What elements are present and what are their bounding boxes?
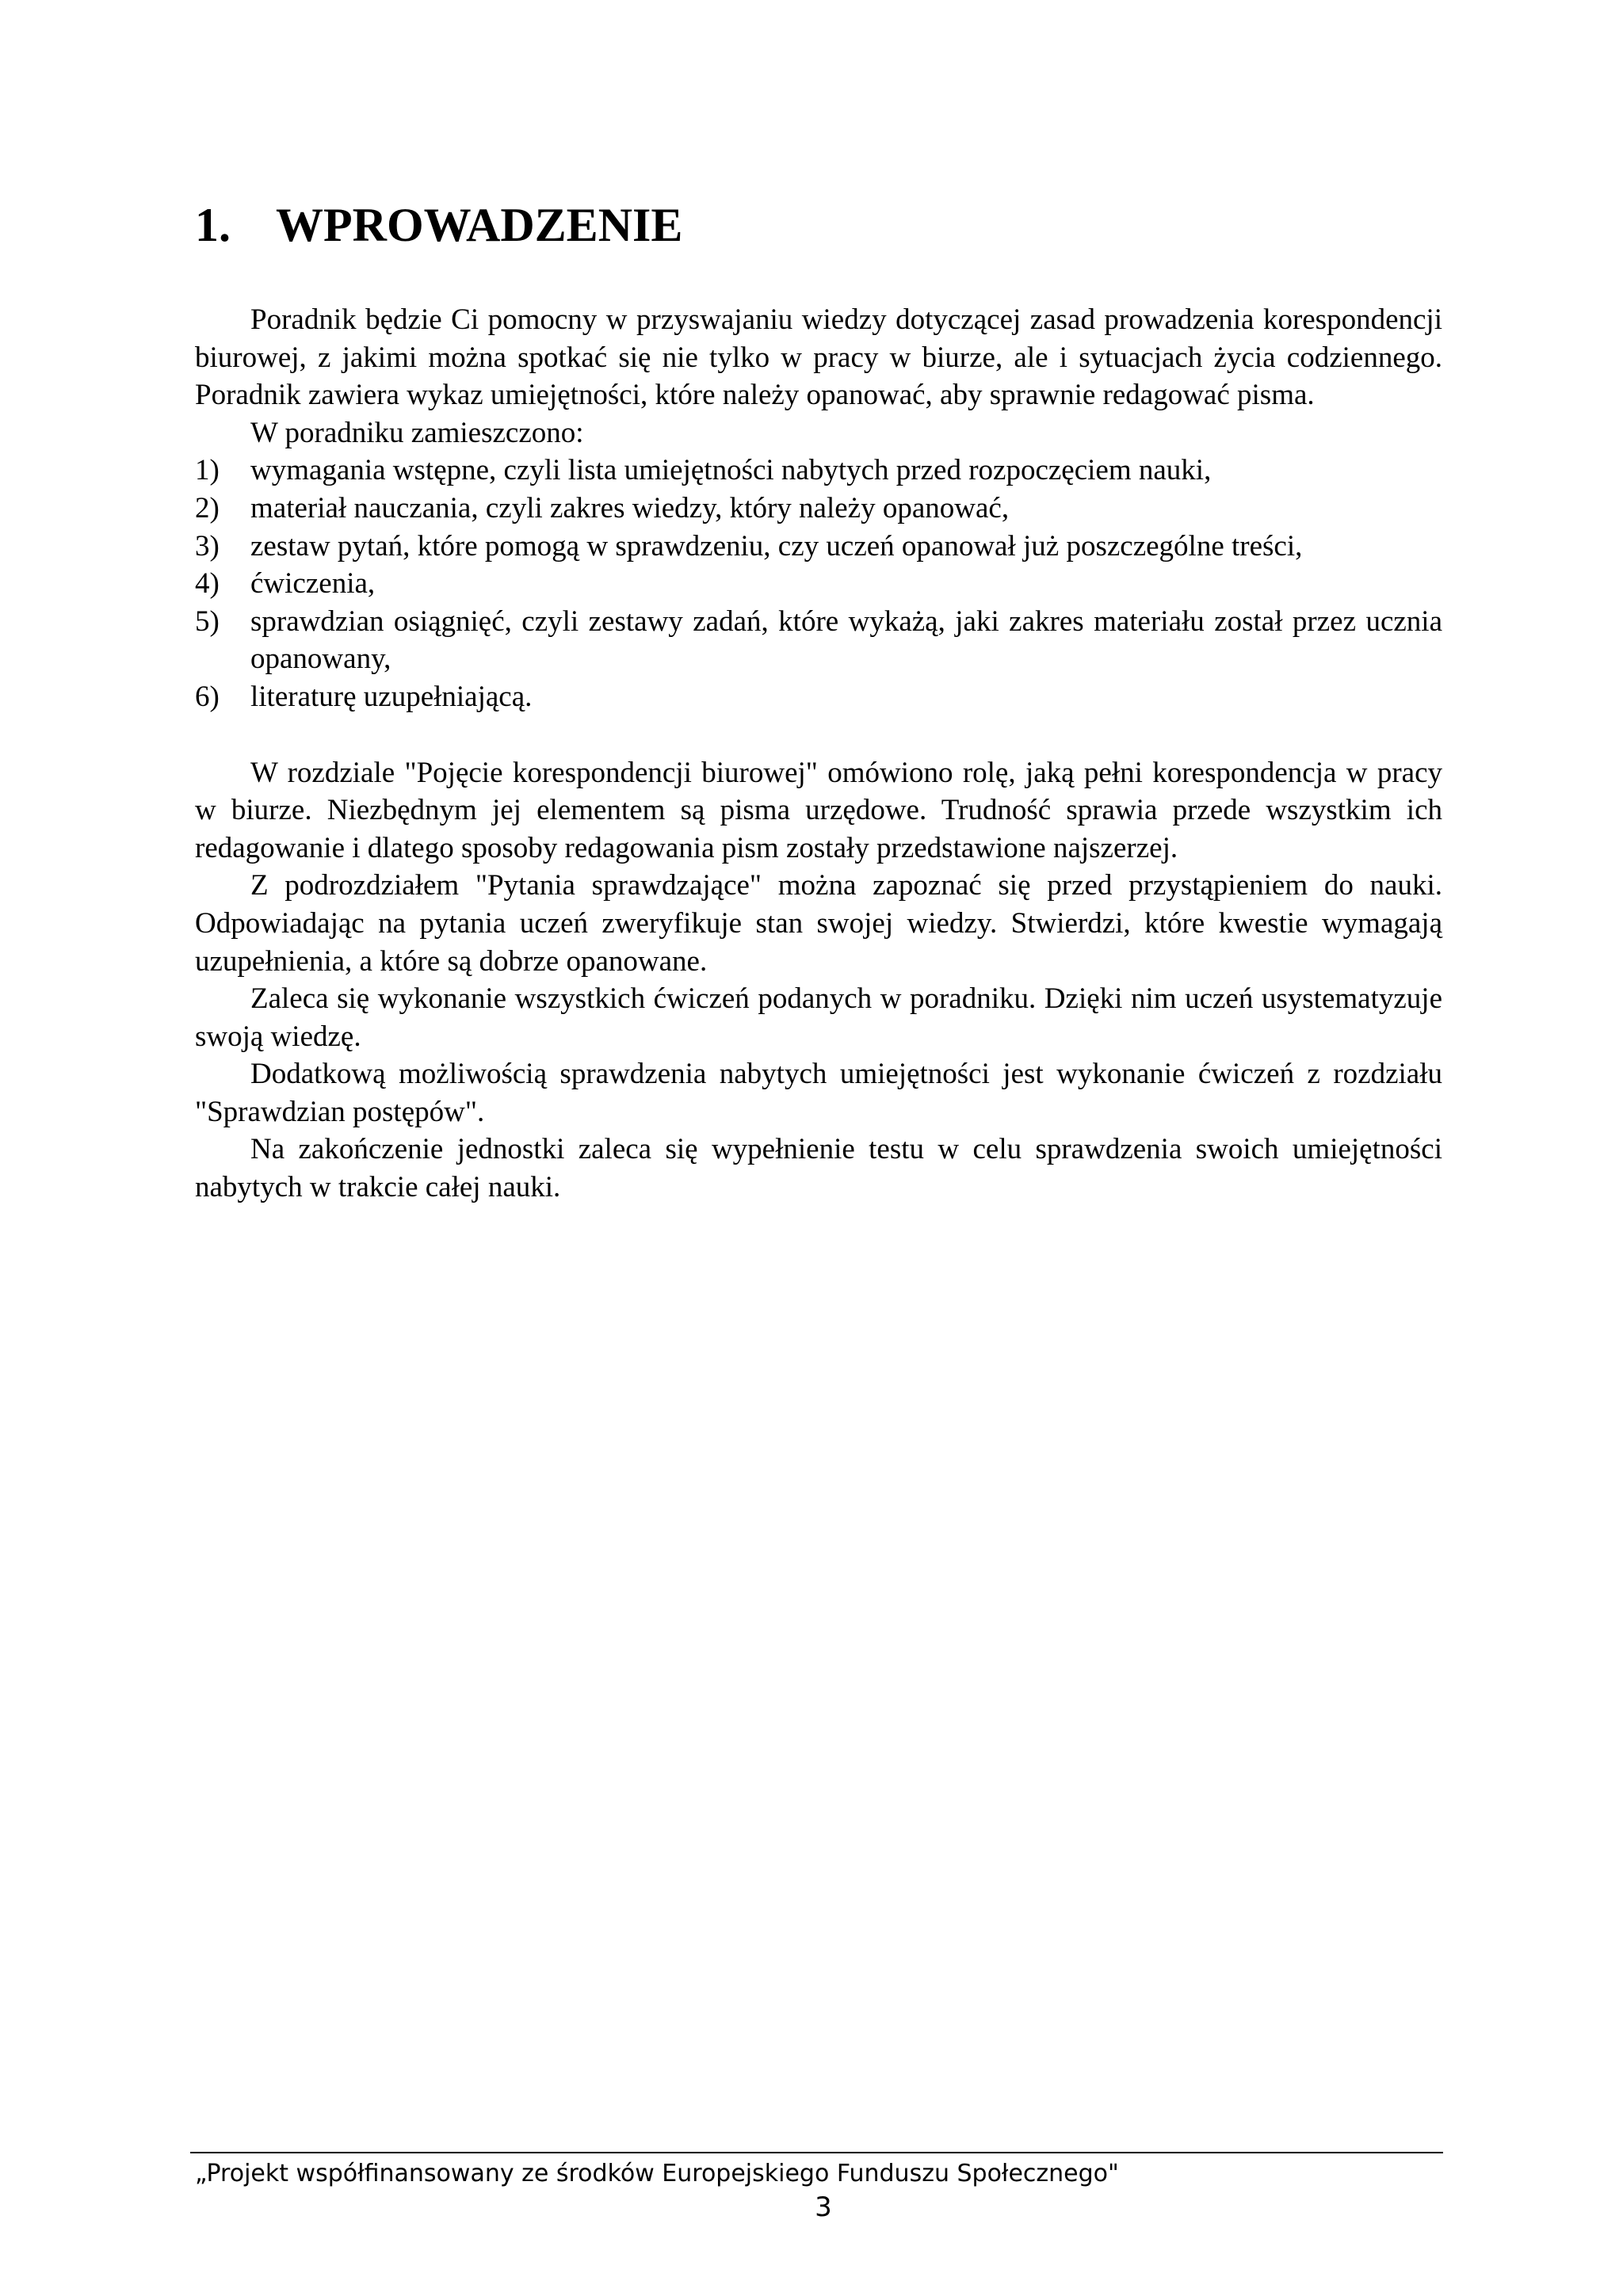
final-test-paragraph: Na zakończenie jednostki zaleca się wypełnienie testu w celu sprawdzenia swoich umiejętności nabytych w trakcie całej nauki. xyxy=(195,1133,1442,1204)
list-item-text: sprawdzian osiągnięć, czyli zestawy zadań, które wykażą, jaki zakres materiału został przez ucznia opanowany, xyxy=(250,605,1442,676)
chapter-heading xyxy=(195,196,1442,254)
list-item-marker: 2) xyxy=(195,491,220,524)
list-item-text: wymagania wstępne, czyli lista umiejętności nabytych przed rozpoczęciem nauki, xyxy=(250,454,1212,487)
page-number: 3 xyxy=(815,2191,832,2223)
chapter-overview-paragraph: W rozdziale "Pojęcie korespondencji biurowej" omówiono rolę, jaką pełni korespondencja w pracy w biurze. Niezbędnym jej elementem są pisma urzędowe. Trudność sprawia przede wszystkim ich redagowanie i dlatego sposoby redagowania pism zostały przedstawione najszerzej. xyxy=(195,756,1442,864)
footer-divider xyxy=(190,2152,1443,2153)
list-item-text: zestaw pytań, które pomogą w sprawdzeniu, czy uczeń opanował już poszczególne treści, xyxy=(250,529,1303,563)
list-item xyxy=(195,490,1442,528)
exercises-paragraph: Zaleca się wykonanie wszystkich ćwiczeń podanych w poradniku. Dzięki nim uczeń usystematyzuje swoją wiedzę. xyxy=(195,982,1442,1053)
list-item-text: literaturę uzupełniającą. xyxy=(250,680,533,713)
body-text xyxy=(195,301,1442,1207)
list-item-marker: 6) xyxy=(195,680,220,713)
progress-check-paragraph: Dodatkową możliwością sprawdzenia nabytych umiejętności jest wykonanie ćwiczeń z rozdziału "Sprawdzian postępów". xyxy=(195,1058,1442,1128)
list-item xyxy=(195,603,1442,678)
list-item-text: ćwiczenia, xyxy=(250,567,376,601)
chapter-title: WPROWADZENIE xyxy=(276,199,683,251)
list-item-marker: 3) xyxy=(195,529,220,563)
list-item-marker: 5) xyxy=(195,605,220,638)
list-lead: W poradniku zamieszczono: xyxy=(250,416,584,449)
list-item xyxy=(195,678,1442,716)
questions-paragraph: Z podrozdziałem "Pytania sprawdzające" można zapoznać się przed przystąpieniem do nauki. Odpowiadając na pytania uczeń zweryfikuje stan swojej wiedzy. Stwierdzi, które kwestie wymagają uzupełnienia, a które są dobrze opanowane. xyxy=(195,869,1442,978)
section-spacer xyxy=(195,716,1442,754)
list-item xyxy=(195,565,1442,603)
footer-funding-note: „Projekt współfinansowany ze środków Europejskiego Funduszu Społecznego" xyxy=(195,2160,1119,2187)
contents-list xyxy=(195,452,1442,715)
list-item-marker: 4) xyxy=(195,567,220,601)
list-item xyxy=(195,528,1442,566)
chapter-number: 1. xyxy=(195,199,231,251)
intro-paragraph: Poradnik będzie Ci pomocny w przyswajaniu wiedzy dotyczącej zasad prowadzenia korespondencji biurowej, z jakimi można spotkać się nie tylko w pracy w biurze, ale i sytuacjach życia codziennego. Poradnik zawiera wykaz umiejętności, które należy opanować, aby sprawnie redagować pisma. xyxy=(195,303,1442,412)
list-item-text: materiał nauczania, czyli zakres wiedzy, który należy opanować, xyxy=(250,491,1010,524)
list-item xyxy=(195,452,1442,490)
list-item-marker: 1) xyxy=(195,454,220,487)
page-content xyxy=(195,196,1442,1207)
